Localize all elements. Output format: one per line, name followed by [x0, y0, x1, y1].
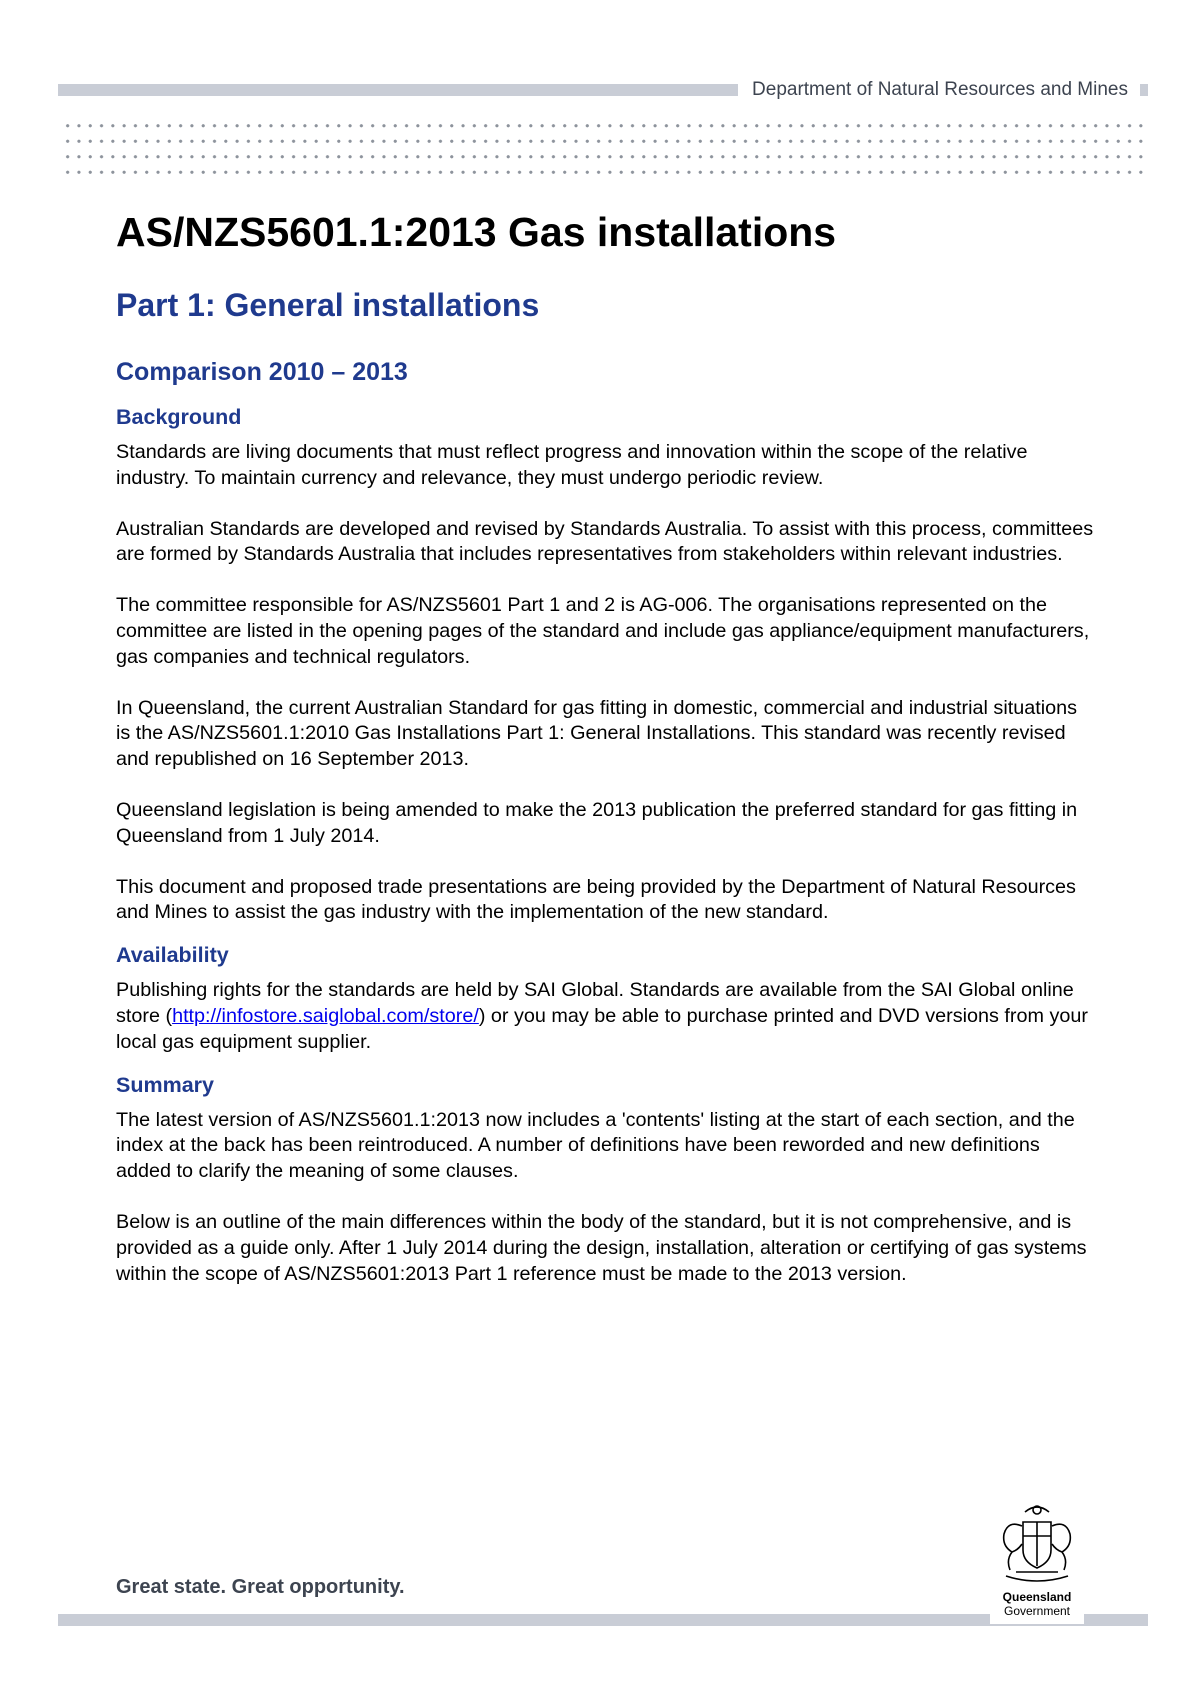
background-paragraph-4: In Queensland, the current Australian Standard for gas fitting in domestic, commercial and industrial situations is the AS/NZS5601.1:2010 Gas Installations Part 1: General Installations. This standard was recently revised and republished on 16 September 2013. [116, 696, 1077, 771]
availability-paragraph [116, 978, 1096, 1055]
availability-text-before: Publishing rights for the standards are held by SAI Global. Standards are available from the SAI Global online store ( [116, 979, 1074, 1027]
sai-global-store-link[interactable]: http://infostore.saiglobal.com/store/ [172, 1004, 479, 1027]
logo-line-queensland: Queensland [1002, 1590, 1072, 1604]
background-paragraph-5: Queensland legislation is being amended to make the 2013 publication the preferred standard for gas fitting in Queensland from 1 July 2014. [116, 798, 1078, 847]
summary-paragraph-2: Below is an outline of the main differences within the body of the standard, but it is not comprehensive, and is provided as a guide only. After 1 July 2014 during the design, installation, alteration or certifying of gas systems within the scope of AS/NZS5601:2013 Part 1 reference must be made to the 2013 version. [116, 1210, 1087, 1285]
queensland-government-logo [990, 1500, 1084, 1624]
coat-of-arms-icon [992, 1500, 1082, 1590]
department-name: Department of Natural Resources and Mines [738, 76, 1140, 104]
background-paragraph-6: This document and proposed trade presentations are being provided by the Department of Natural Resources and Mines to assist the gas industry with the implementation of the new standard. [116, 875, 1076, 924]
logo-line-government: Government [1003, 1604, 1071, 1618]
comparison-heading: Comparison 2010 – 2013 [116, 358, 408, 386]
background-paragraph-3: The committee responsible for AS/NZS5601 Part 1 and 2 is AG-006. The organisations represented on the committee are listed in the opening pages of the standard and include gas appliance/equipment manufacturers, gas companies and technical regulators. [116, 594, 1090, 668]
dot-pattern [62, 118, 1144, 184]
footer-tagline: Great state. Great opportunity. [116, 1576, 405, 1598]
availability-text-after: ) or you may be able to purchase printed and DVD versions from your local gas equipment supplier. [116, 1004, 1088, 1053]
footer-rule [58, 1614, 1148, 1626]
document-title: AS/NZS5601.1:2013 Gas installations [116, 209, 837, 255]
document-body [116, 204, 1096, 1287]
background-paragraph-1: Standards are living documents that must reflect progress and innovation within the scope of the relative industry. To maintain currency and relevance, they must undergo periodic review. [116, 441, 1028, 489]
availability-heading: Availability [116, 943, 229, 968]
background-heading: Background [116, 405, 242, 429]
summary-heading: Summary [116, 1072, 214, 1097]
part-heading: Part 1: General installations [116, 287, 540, 323]
background-paragraph-2: Australian Standards are developed and revised by Standards Australia. To assist with this process, committees are formed by Standards Australia that includes representatives from stakeholders within relevant industries. [116, 517, 1094, 566]
summary-paragraph-1: The latest version of AS/NZS5601.1:2013 now includes a 'contents' listing at the start of each section, and the index at the back has been reintroduced. A number of definitions have been reworded and new definitions added to clarify the meaning of some clauses. [116, 1108, 1075, 1183]
